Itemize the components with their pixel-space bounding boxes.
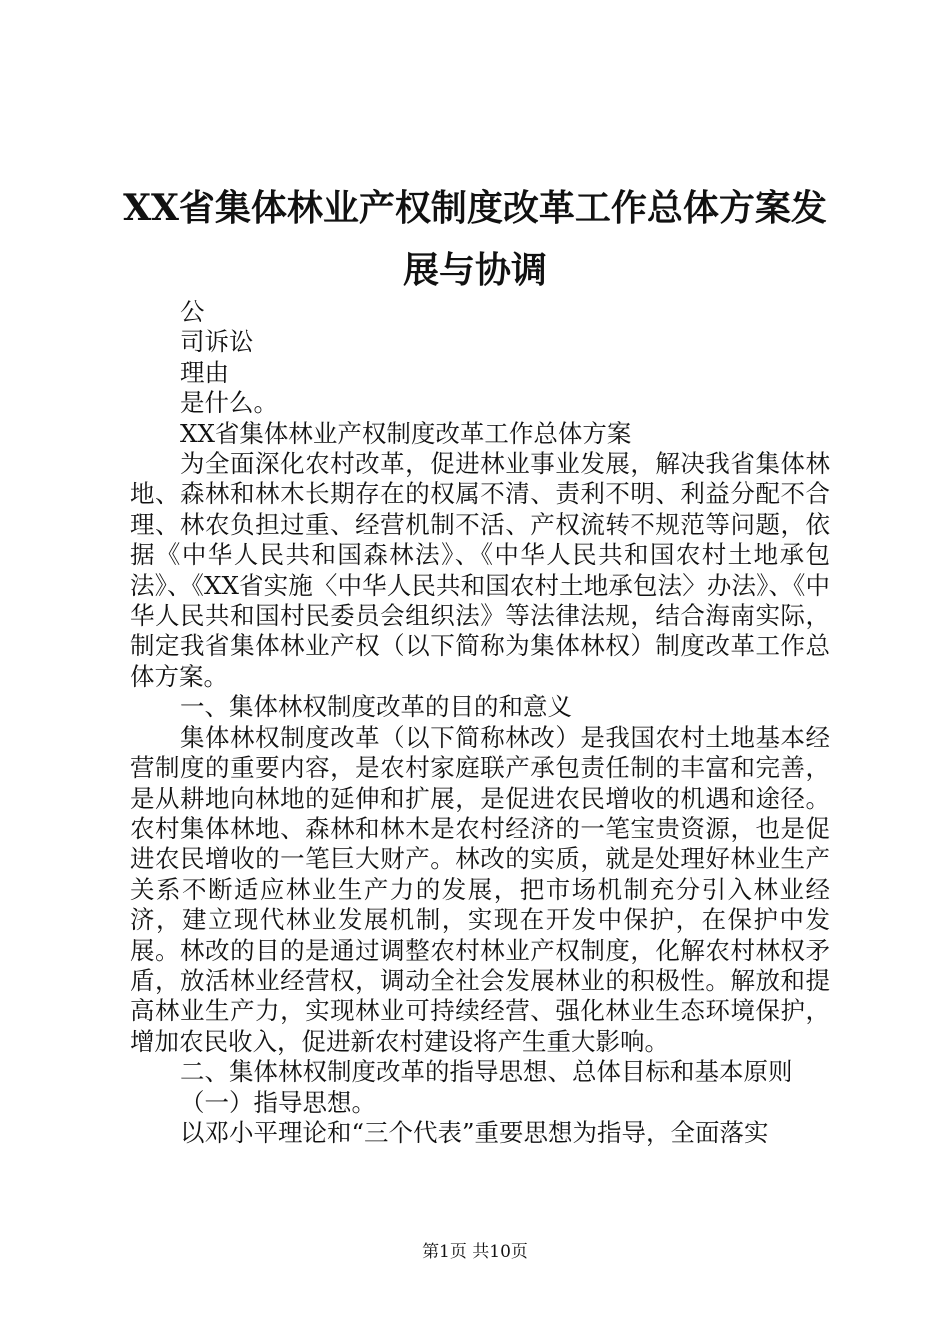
paragraph-purpose: 集体林权制度改革（以下简称林改）是我国农村土地基本经营制度的重要内容，是农村家庭联产承包责任制的丰富和完善，是从耕地向林地的延伸和扩展，是促进农民增收的机遇和途径。农村集体林地、森林和林木是农村经济的一笔宝贵资源，也是促进农民增收的一笔巨大财产。林改的实质，就是处理好林业生产关系不断适应林业生产力的发展，把市场机制充分引入林业经济，建立现代林业发展机制，实现在开发中保护，在保护中发展。林改的目的是通过调整农村林业产权制度，化解农村林权矛盾，放活林业经营权，调动全社会发展林业的积极性。解放和提高林业生产力，实现林业可持续经营、强化林业生态环境保护，增加农民收入，促进新农村建设将产生重大影响。 <box>130 722 830 1056</box>
subtitle-line: XX省集体林业产权制度改革工作总体方案 <box>180 418 632 448</box>
paragraph-guiding: 以邓小平理论和“三个代表”重要思想为指导，全面落实 <box>180 1117 769 1147</box>
body-line: 司诉讼 <box>180 327 254 357</box>
section-heading-2: 二、集体林权制度改革的指导思想、总体目标和基本原则 <box>180 1057 793 1087</box>
document-body <box>130 297 830 1148</box>
subsection-heading: （一）指导思想。 <box>180 1087 376 1117</box>
paragraph-intro: 为全面深化农村改革，促进林业事业发展，解决我省集体林地、森林和林木长期存在的权属不清、责利不明、利益分配不合理、林农负担过重、经营机制不活、产权流转不规范等问题，依据《中华人民共和国森林法》、《中华人民共和国农村土地承包法》、《XX省实施〈中华人民共和国农村土地承包法〉办法》、《中华人民共和国村民委员会组织法》等法律法规，结合海南实际，制定我省集体林业产权（以下简称为集体林权）制度改革工作总体方案。 <box>130 449 830 691</box>
body-line: 是什么。 <box>180 388 278 418</box>
body-line: 理由 <box>180 357 229 387</box>
page-footer: 第1页 共10页 <box>422 1242 528 1262</box>
body-line: 公 <box>180 297 205 326</box>
section-heading-1: 一、集体林权制度改革的目的和意义 <box>180 692 572 722</box>
document-title-line-1: XX省集体林业产权制度改革工作总体方案发 <box>123 187 827 229</box>
document-title-line-2: 展与协调 <box>402 249 547 291</box>
